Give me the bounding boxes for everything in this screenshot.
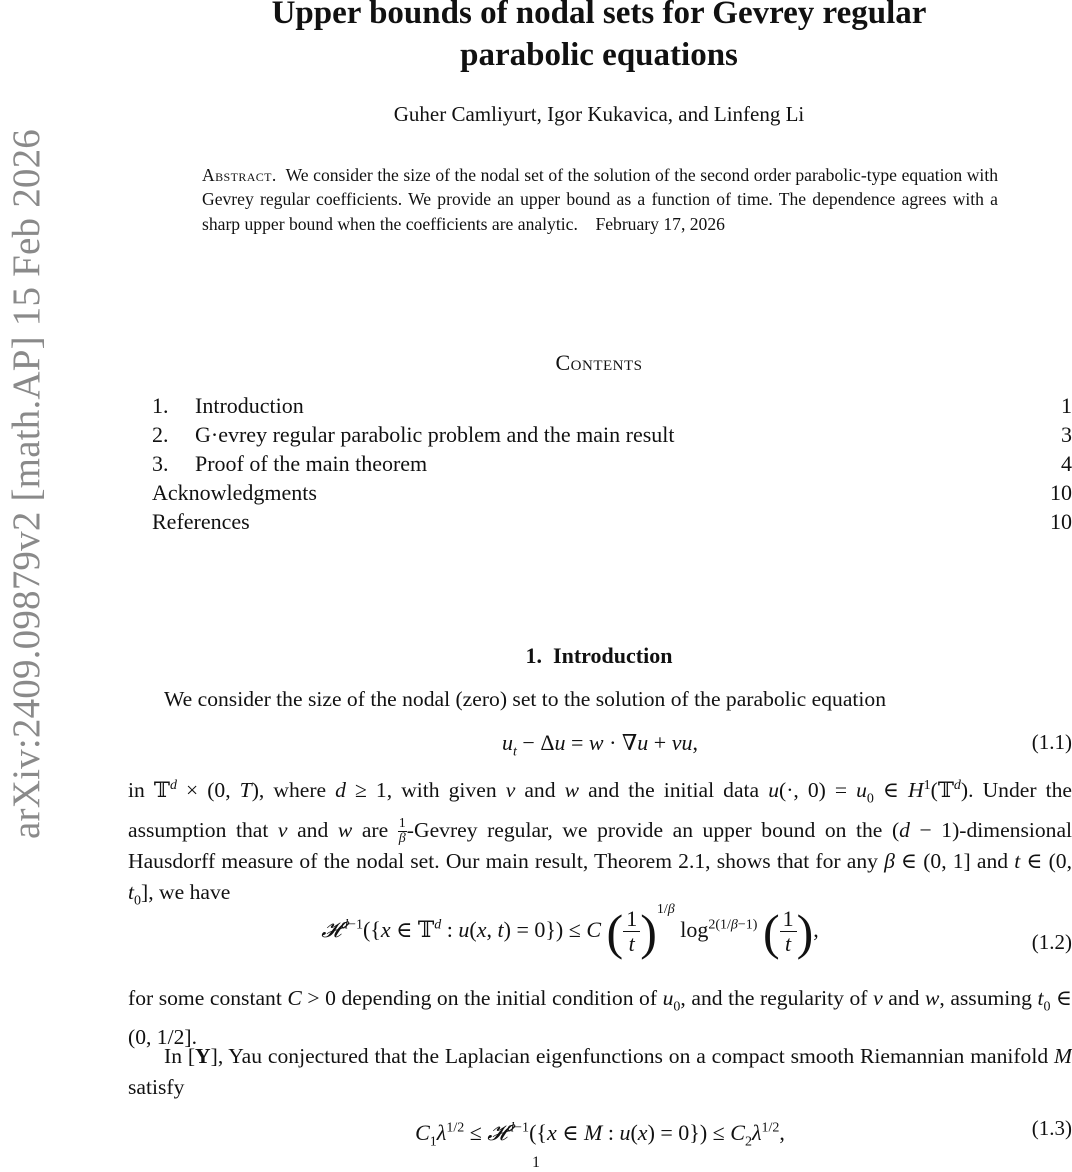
text-run: and the initial data [588,778,760,803]
toc-entry-title: G·evrey regular parabolic problem and the main result [195,422,675,447]
text-run: , we have [148,880,231,905]
text-run: . Under the assumption that [128,778,1072,842]
math-inline: w [924,986,940,1010]
title-line-1: Upper bounds of nodal sets for Gevrey regular [271,0,927,31]
math-inline: w [337,817,353,842]
abstract-date: February 17, 2026 [595,213,725,234]
paragraph-intro [128,684,1072,715]
math-inline: $u_0$ [662,986,681,1015]
text-run: , assuming [939,986,1032,1010]
toc-entry[interactable] [152,422,1072,451]
math-inline: v [873,986,883,1010]
math-inline: w [564,778,579,803]
math-inline: d ≥ 1 [335,778,387,803]
toc-entry-page: 10 [1050,509,1072,534]
text-run: , where [258,778,327,803]
text-run: In [ [164,1044,196,1068]
toc-entry-page: 10 [1050,480,1072,505]
math-inline: u(·, $0) = u_0$ ∈ $H^1(𝕋^d)$ [768,778,969,807]
math-inline: $t_0$ ∈ (0, 1/2] [128,986,1072,1050]
equation-number: (1.3) [1031,1116,1072,1140]
math-fraction: $\frac{1}{\beta}$ [398,816,406,847]
toc-entry-page: 4 [1061,451,1072,476]
math-inline: v [277,817,288,842]
text-run: -dimensional Hausdorff measure of the nodal set. Our main result, Theorem 2.1, shows that for any [128,817,1072,874]
contents-heading: Contents [555,350,643,375]
text-run: and [976,849,1009,874]
toc-entry-number: 2. [152,422,169,447]
toc-entry[interactable] [152,509,1072,538]
toc-entry-number: 1. [152,393,169,418]
equation-1-3 [128,1113,1072,1158]
equation-body: 𝓗$^{d-1}$({x ∈ 𝕋$^d$ : u(x, t) = 0}) ≤ C ( $\frac{1}{t}$ )$^{1/\beta}$ $\log^{2(1/\beta-1)}$ ( $\frac{1}{t}$ ), [321,902,819,960]
toc-entry-title: Introduction [195,393,304,418]
abstract-text: We consider the size of the nodal set of the solution of the second order parabolic-type equation with Gevrey regular coefficients. We provide an upper bound as a function of time. The dependence agrees with a sharp upper bound when the coefficients are analytic. [202,165,998,234]
section-title: Introduction [553,643,673,668]
math-inline: (d − 1) [891,817,960,842]
arxiv-identifier: arXiv:2409.09879v2 [math.AP] 15 Feb 2026 [4,129,48,839]
paper-title [140,0,1058,76]
toc-entry-number: 3. [152,451,169,476]
toc-entry-page: 1 [1061,393,1072,418]
toc-entry-title: Proof of the main theorem [195,451,428,476]
abstract-label: Abstract. [202,165,277,185]
equation-1-2 [128,902,1072,982]
math-inline: β ∈ (0, 1] [884,849,971,874]
text-run: satisfy [128,1075,185,1099]
text-run: -Gevrey regular, we provide an upper bound on the [406,817,883,842]
toc-entry-title: Acknowledgments [152,480,317,505]
text-run: and [888,986,920,1010]
abstract [202,163,998,236]
arxiv-side-stamp [2,96,50,872]
equation-body: $C_1\lambda^{1/2}$ ≤ 𝓗$^{d-1}$({x ∈ M : $u(x) = 0\}) \le C_2\lambda^{1/2}$, [415,1120,785,1150]
text-run: and [524,778,556,803]
text-run: . [191,1025,197,1050]
math-inline: M [1054,1044,1072,1068]
equation-body: $u_t - \Delta u = w \cdot \nabla u$ + vu, [502,730,698,760]
equation-number: (1.1) [1031,730,1072,754]
text-run: for some constant [128,986,282,1010]
section-heading [140,643,1058,669]
toc-entry-page: 3 [1061,422,1072,447]
author-list: Guher Camliyurt, Igor Kukavica, and Linfeng Li [393,102,805,126]
page-number: 1 [532,1154,540,1171]
toc-entry-title: References [152,509,250,534]
text-run: in [128,778,145,803]
text-run: ], Yau conjectured that the Laplacian eigenfunctions on a compact smooth Riemannian manifold [210,1044,1049,1068]
paragraph-yau [128,1041,1072,1103]
text-run: , and the regularity of [680,986,868,1010]
equation-1-1 [128,727,1072,767]
text-run: and [297,817,329,842]
text-run: are [361,817,389,842]
citation-link[interactable]: Y [195,1044,211,1068]
title-line-2: parabolic equations [460,37,738,73]
section-number: 1. [525,643,543,668]
toc-entry[interactable] [152,451,1072,480]
text-run: , with given [386,778,497,803]
toc-entry[interactable] [152,393,1072,422]
toc-entry[interactable] [152,480,1072,509]
paragraph-main-result [128,770,1072,916]
paragraph-text: We consider the size of the nodal (zero) set to the solution of the parabolic equation [164,687,887,711]
math-inline: 𝕋$^d$ × (0, T) [153,778,259,803]
math-inline: t ∈ (0, $t_0$] [128,849,1072,909]
math-inline: C > 0 [287,986,336,1010]
text-run: depending on the initial condition of [341,986,658,1010]
equation-number: (1.2) [1031,930,1072,954]
math-inline: v [505,778,516,803]
table-of-contents [152,393,1072,538]
